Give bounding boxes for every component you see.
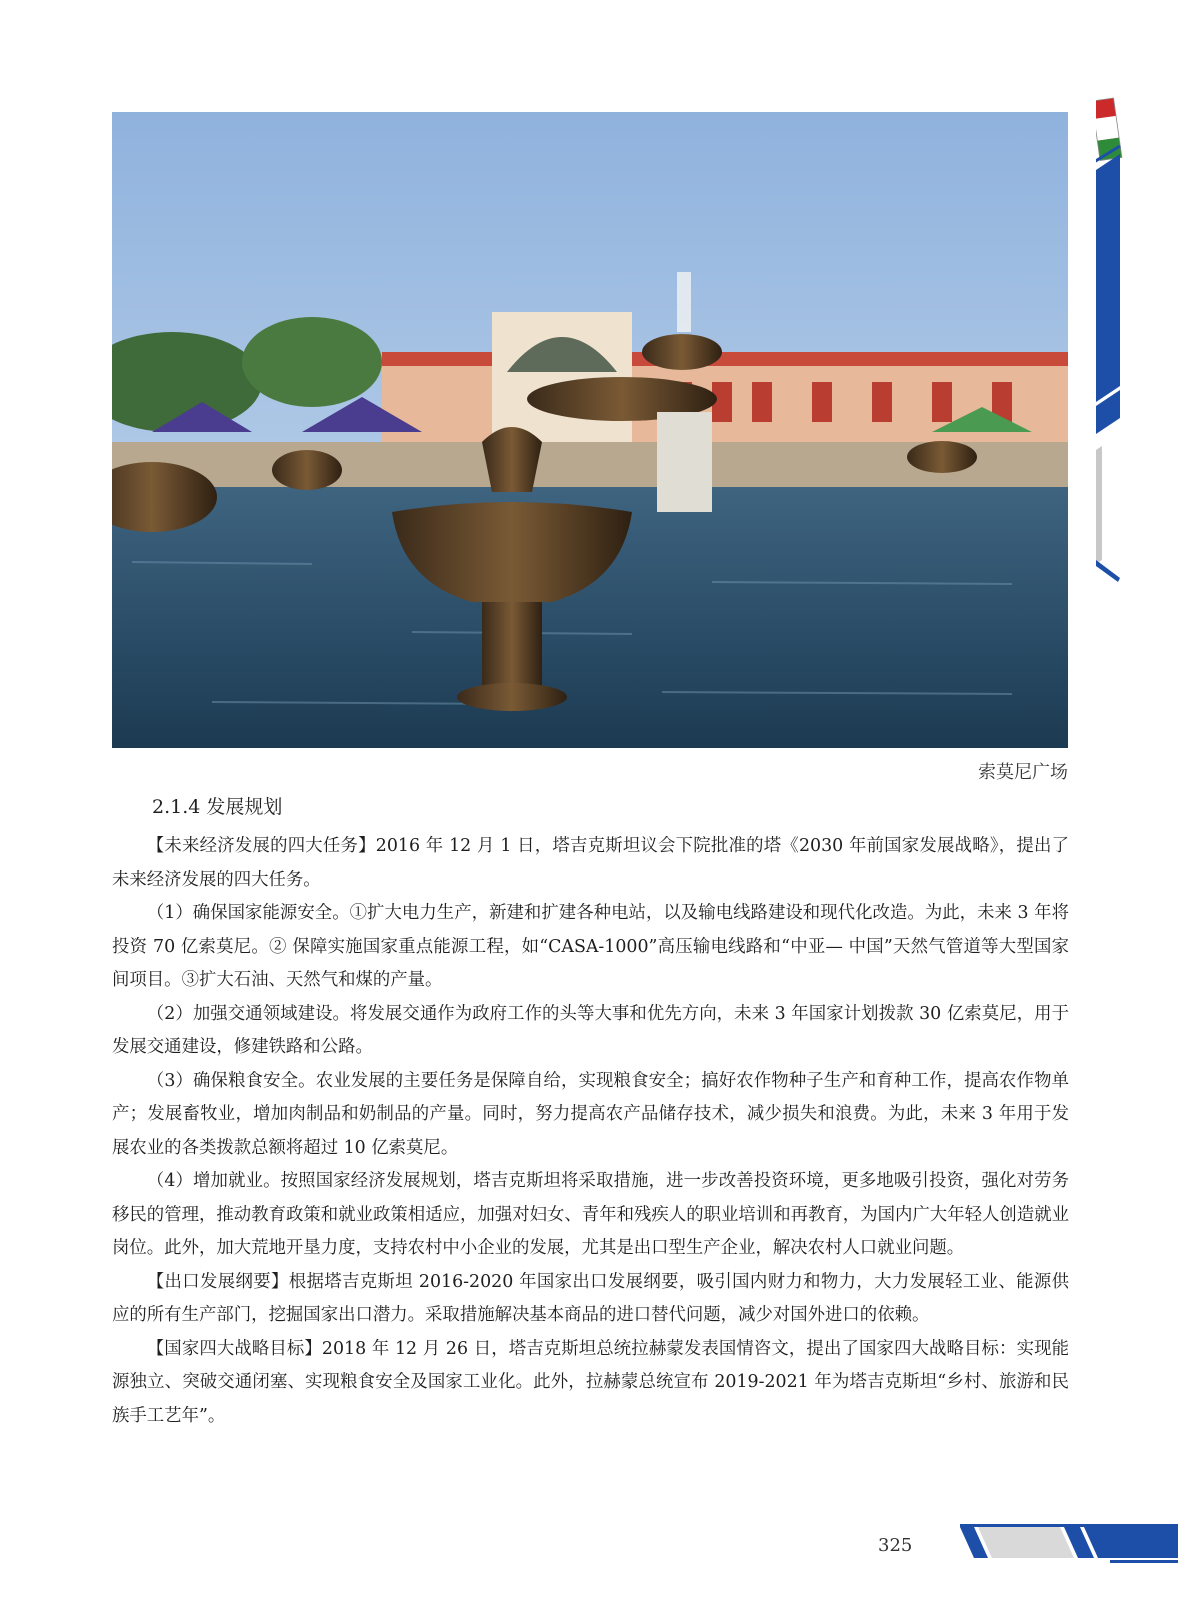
flag-ribbon-icon xyxy=(1096,90,1178,600)
paragraph: （2）加强交通领域建设。将发展交通作为政府工作的头等大事和优先方向，未来 3 年国家计划拨款 30 亿索莫尼，用于发展交通建设，修建铁路和公路。 xyxy=(112,1003,1069,1057)
bottom-decoration xyxy=(960,1524,1178,1564)
section-heading: 2.1.4 发展规划 xyxy=(152,796,283,818)
paragraph: （3）确保粮食安全。农业发展的主要任务是保障自给，实现粮食安全；搞好农作物种子生产和育种工作，提高农作物单产；发展畜牧业，增加肉制品和奶制品的产量。同时，努力提高农产品储存技术，减少损失和浪费。为此，未来 3 年用于发展农业的各类拨款总额将超过 10 亿索莫尼。 xyxy=(112,1070,1069,1158)
photo-caption: 索莫尼广场 xyxy=(978,762,1068,783)
paragraph: 【国家四大战略目标】2018 年 12 月 26 日，塔吉克斯坦总统拉赫蒙发表国情咨文，提出了国家四大战略目标：实现能源独立、突破交通闭塞、实现粮食安全及国家工业化。此外，拉赫蒙总统宣布 2019-2021 年为塔吉克斯坦“乡村、旅游和民族手工艺年”。 xyxy=(112,1338,1069,1426)
photo-illustration xyxy=(112,112,1068,748)
paragraph: 【未来经济发展的四大任务】2016 年 12 月 1 日，塔吉克斯坦议会下院批准的塔《2030 年前国家发展战略》，提出了未来经济发展的四大任务。 xyxy=(112,836,1069,890)
body-text xyxy=(112,830,1069,1433)
paragraph: 【出口发展纲要】根据塔吉克斯坦 2016-2020 年国家出口发展纲要，吸引国内财力和物力，大力发展轻工业、能源供应的所有生产部门，挖掘国家出口潜力。采取措施解决基本商品的进口替代问题，减少对国外进口的依赖。 xyxy=(112,1271,1069,1325)
side-decoration xyxy=(1096,90,1178,600)
stripe-band-icon xyxy=(960,1524,1178,1564)
page-number: 325 xyxy=(878,1535,913,1556)
paragraph: （4）增加就业。按照国家经济发展规划，塔吉克斯坦将采取措施，进一步改善投资环境，更多地吸引投资，强化对劳务移民的管理，推动教育政策和就业政策相适应，加强对妇女、青年和残疾人的职业培训和再教育，为国内广大年轻人创造就业岗位。此外，加大荒地开垦力度，支持农村中小企业的发展，尤其是出口型生产企业，解决农村人口就业问题。 xyxy=(112,1171,1069,1258)
fountain-plaza-photo xyxy=(112,112,1068,748)
paragraph: （1）确保国家能源安全。①扩大电力生产，新建和扩建各种电站，以及输电线路建设和现代化改造。为此，未来 3 年将投资 70 亿索莫尼。② 保障实施国家重点能源工程，如“CASA-1000”高压输电线路和“中亚— 中国”天然气管道等大型国家间项目。③扩大石油、天然气和煤的产量。 xyxy=(112,903,1069,990)
